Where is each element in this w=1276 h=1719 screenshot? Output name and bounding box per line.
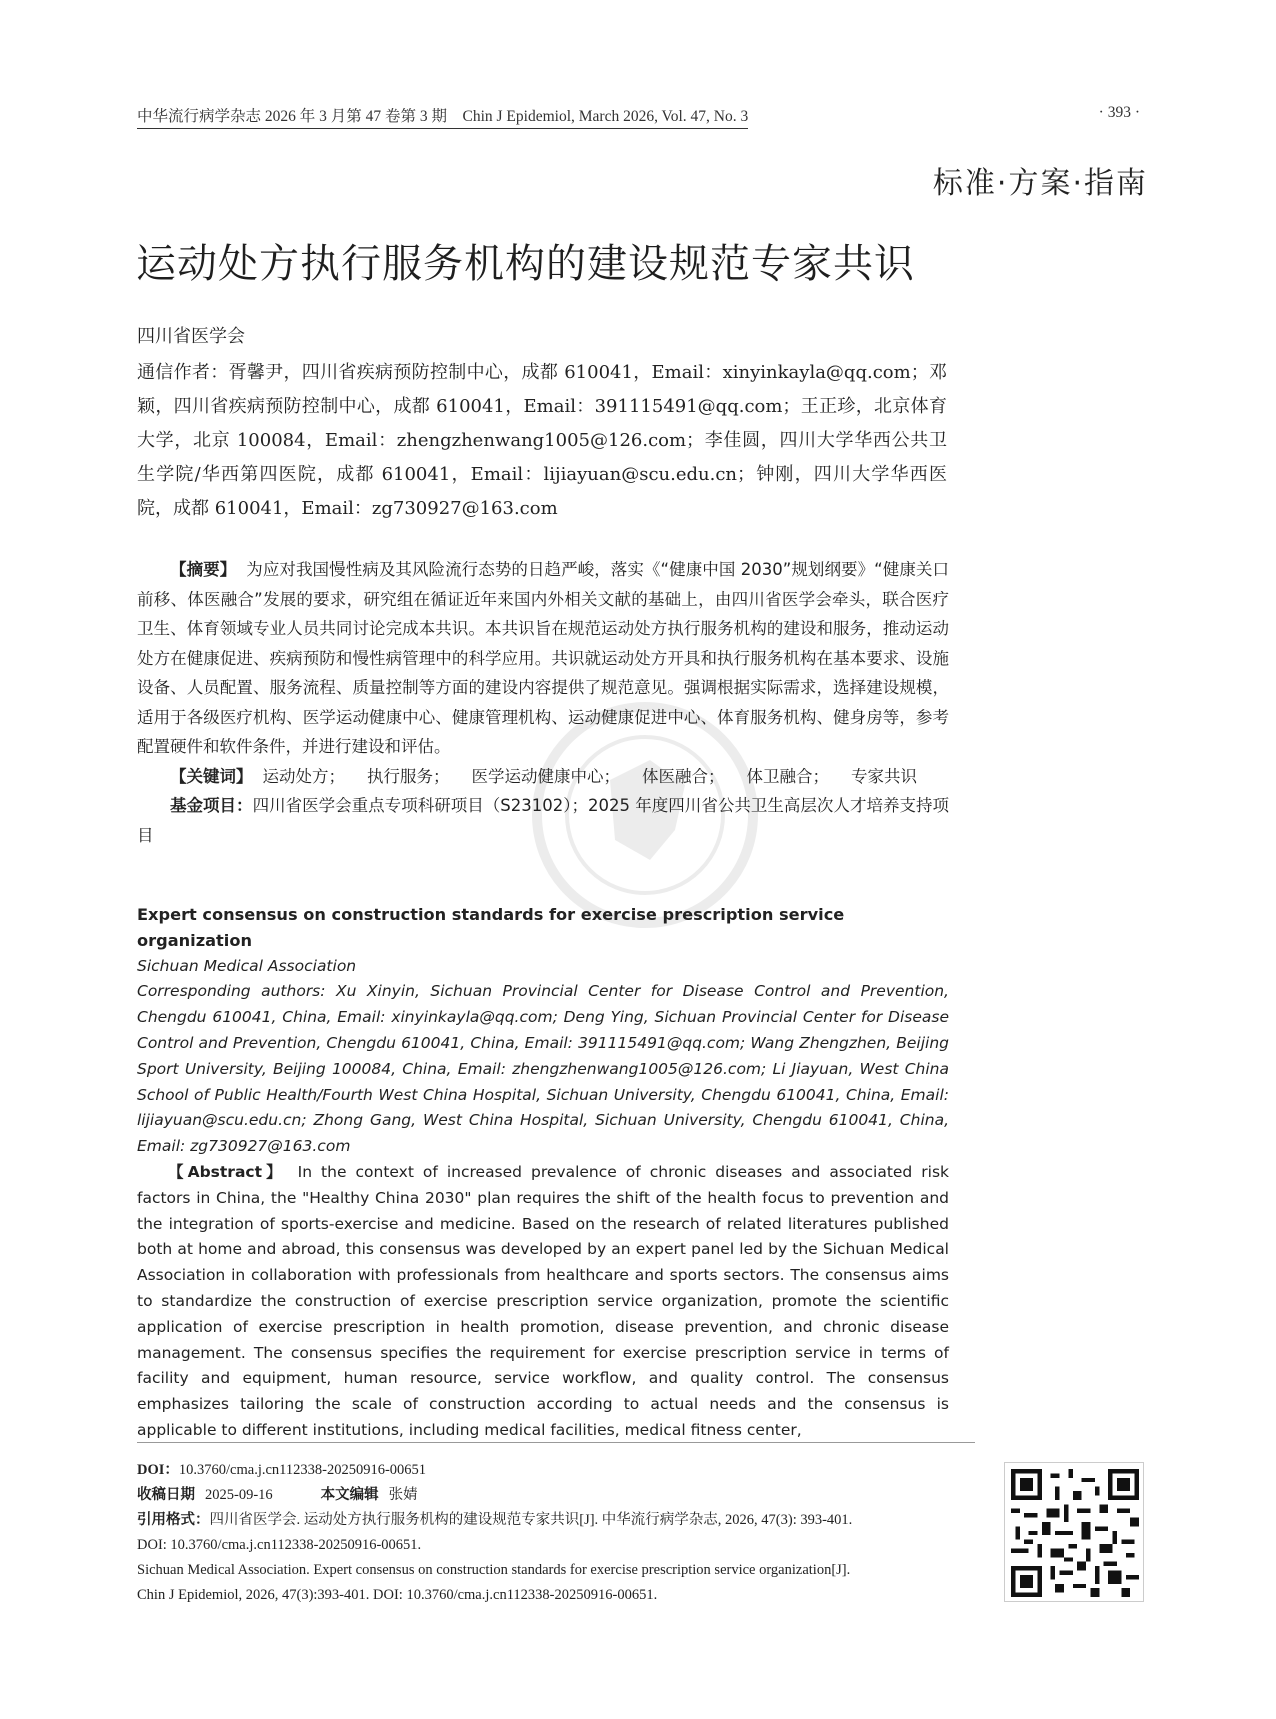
keyword: 运动处方； — [262, 766, 345, 786]
page-number: · 393 · — [1098, 104, 1140, 121]
received-date: 2025-09-16 — [205, 1487, 273, 1503]
citation-zh-doi: DOI: 10.3760/cma.j.cn112338-20250916-00651. — [137, 1537, 422, 1553]
received-label: 收稿日期 — [137, 1487, 195, 1503]
qr-code-icon[interactable] — [1004, 1462, 1144, 1602]
abstract-text: 为应对我国慢性病及其风险流行态势的日趋严峻，落实《“健康中国 2030”规划纲要》“健康关口前移、体医融合”发展的要求，研究组在循证近年来国内外相关文献的基础上，由四川省医学会牵头，联合医疗卫生、体育领域专业人员共同讨论完成本共识。本共识旨在规范运动处方执行服务机构的建设和服务，推动运动处方在健康促进、疾病预防和慢性病管理中的科学应用。共识就运动处方开具和执行服务机构在基本要求、设施设备、人员配置、服务流程、质量控制等方面的建设内容提供了规范意见。强调根据实际需求，选择建设规模，适用于各级医疗机构、医学运动健康中心、健康管理机构、运动健康促进中心、体育服务机构、健身房等，参考配置硬件和软件条件，并进行建设和评估。 — [137, 560, 949, 756]
running-head — [137, 104, 1140, 128]
english-corresponding-authors: Corresponding authors: Xu Xinyin, Sichuan Provincial Center for Disease Control and Prevention, Chengdu 610041, China, Email: xinyinkayla@qq.com; Deng Ying, Sichuan Provincial Center for Disease Control and Prevention, Chengdu 610041, China, Email: 391115491@qq.com; Wang Zhengzhen, Beijing Sport University, Beijing 100084, China, Email: zhengzhenwang1005@126.com; Li Jiayuan, West China School of Public Health/Fourth West China Hospital, Sichuan University, Chengdu 610041, China, Email: lijiayuan@scu.edu.cn; Zhong Gang, West China Hospital, Sichuan University, Chengdu 610041, China, Email: zg730927@163.com — [137, 982, 949, 1156]
citation-zh: 四川省医学会. 运动处方执行服务机构的建设规范专家共识[J]. 中华流行病学杂志, 2026, 47(3): 393-401. — [209, 1512, 853, 1528]
keyword: 专家共识 — [851, 766, 917, 786]
citation-en-line1: Sichuan Medical Association. Expert consensus on construction standards for exercise prescription service organization[J]. — [137, 1562, 851, 1578]
editor-label: 本文编辑 — [320, 1487, 379, 1503]
english-block — [137, 902, 949, 1444]
editor-name: 张婧 — [388, 1487, 418, 1503]
section-tag: 标准·方案·指南 — [932, 166, 1148, 201]
fund-text: 四川省医学会重点专项科研项目（S23102）；2025 年度四川省公共卫生高层次人才培养支持项目 — [137, 796, 950, 845]
keywords-paragraph — [137, 762, 949, 792]
fund-paragraph — [137, 791, 949, 850]
english-organization: Sichuan Medical Association — [137, 956, 357, 975]
fund-label: 基金项目： — [170, 796, 253, 815]
journal-line: 中华流行病学杂志 2026 年 3 月第 47 卷第 3 期 Chin J Epidemiol, March 2026, Vol. 47, No. 3 — [137, 104, 748, 129]
keyword: 执行服务； — [367, 766, 450, 786]
doi-label: DOI： — [137, 1462, 179, 1478]
doi-link[interactable]: 10.3760/cma.j.cn112338-20250916-00651 — [178, 1462, 427, 1478]
abstract-paragraph — [137, 555, 949, 762]
english-abstract-text: In the context of increased prevalence of chronic diseases and associated risk factors in China, the "Healthy China 2030" plan requires the shift of the health focus to prevention and the integration of sports-exercise and medicine. Based on the research of related literatures published both at home and abroad, this consensus was developed by an expert panel led by the Sichuan Medical Association in collaboration with professionals from healthcare and sports sectors. The consensus aims to standardize the construction of exercise prescription service organization, promote the scientific application of exercise prescription in health promotion, disease prevention, and chronic disease management. The consensus specifies the requirement for exercise prescription service in terms of facility and equipment, human resource, service workflow, and quality control. The consensus emphasizes tailoring the scale of construction according to actual needs and the consensus is applicable to different institutions, including medical facilities, medical fitness center, — [137, 1162, 950, 1439]
keywords-label: 【关键词】 — [170, 766, 253, 786]
citation-label: 引用格式： — [137, 1512, 210, 1528]
abstract-label: 【摘要】 — [170, 560, 237, 579]
keyword: 体卫融合； — [746, 766, 829, 786]
citation-en-line2: Chin J Epidemiol, 2026, 47(3):393-401. DOI: 10.3760/cma.j.cn112338-20250916-00651. — [137, 1587, 658, 1603]
author-organization: 四川省医学会 — [137, 326, 245, 347]
english-abstract-label: 【Abstract】 — [168, 1162, 286, 1181]
keyword: 医学运动健康中心； — [471, 766, 620, 786]
corresponding-authors: 通信作者：胥馨尹，四川省疾病预防控制中心，成都 610041，Email：xinyinkayla@qq.com；邓颖，四川省疾病预防控制中心，成都 610041，Email：391115491@qq.com；王正珍，北京体育大学，北京 100084，Email：zhengzhenwang1005@126.com；李佳圆，四川大学华西公共卫生学院/华西第四医院，成都 610041，Email：lijiayuan@scu.edu.cn；钟刚，四川大学华西医院，成都 610041，Email：zg730927@163.com — [137, 362, 947, 519]
article-footer — [137, 1458, 987, 1608]
footer-divider — [137, 1442, 975, 1443]
keyword: 体医融合； — [642, 766, 725, 786]
english-title: Expert consensus on construction standards for exercise prescription service organization — [137, 905, 845, 950]
chinese-abstract — [137, 555, 949, 850]
author-block — [137, 322, 947, 526]
english-abstract — [137, 1160, 949, 1444]
article-title: 运动处方执行服务机构的建设规范专家共识 — [136, 241, 915, 287]
